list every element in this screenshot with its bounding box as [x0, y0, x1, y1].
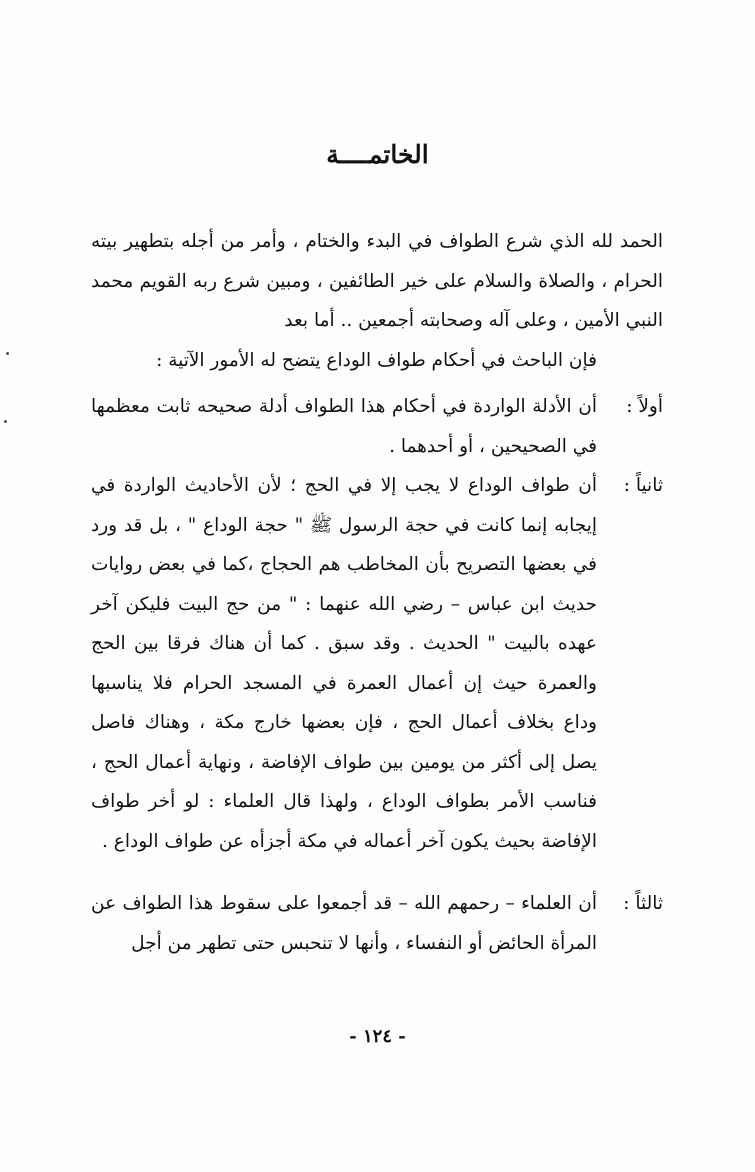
conclusion-item-first — [91, 387, 663, 466]
scan-speck — [4, 420, 7, 423]
intro-paragraph: الحمد لله الذي شرع الطواف في البدء والختام ، وأمر من أجله بتطهير بيته الحرام ، والصلاة والسلام على خير الطائفين ، ومبين شرع ربه القويم محمد النبي الأمين ، وعلى آله وصحابته أجمعين .. أما بعد — [91, 231, 663, 331]
conclusion-item-second — [91, 466, 663, 861]
page-number: - ١٢٤ - — [349, 1026, 406, 1047]
intro-lead-sentence: فإن الباحث في أحكام طواف الوداع يتضح له الأمور الآتية : — [156, 349, 597, 371]
conclusion-item-third — [91, 884, 663, 963]
scan-speck — [6, 352, 9, 355]
item-label-first: أولاً : — [626, 396, 663, 417]
intro-section — [91, 222, 663, 380]
item-label-third: ثالثاً : — [623, 893, 663, 914]
item-text-first: أن الأدلة الواردة في أحكام هذا الطواف أدلة صحيحه ثابت معظمها في الصحيحين ، أو أحدهما . — [91, 396, 597, 457]
item-text-third: أن العلماء – رحمهم الله – قد أجمعوا على سقوط هذا الطواف عن المرأة الحائض أو النفساء ، وأنها لا تنحبس حتى تطهر من أجل — [91, 893, 597, 954]
page-title: الخاتمــــة — [326, 140, 429, 169]
item-text-second: أن طواف الوداع لا يجب إلا في الحج ؛ لأن الأحاديث الواردة في إيجابه إنما كانت في حجة الرسول ﷺ " حجة الوداع " ، بل قد ورد في بعضها التصريح بأن المخاطب هم الحجاج ،كما في بعض روايات حديث ابن عباس – رضي الله عنهما : " من حج البيت فليكن آخر عهده بالبيت " الحديث . وقد سبق . كما أن هناك فرقا بين الحج والعمرة حيث إن أعمال العمرة في المسجد الحرام فلا يناسبها وداع بخلاف أعمال الحج ، فإن بعضها خارج مكة ، وهناك فاصل يصل إلى أكثر من يومين بين طواف الإفاضة ، ونهاية أعمال الحج ، فناسب الأمر بطواف الوداع ، ولهذا قال العلماء : لو أخر طواف الإفاضة بحيث يكون آخر أعماله في مكة أجزأه عن طواف الوداع . — [91, 475, 597, 852]
item-label-second: ثانياً : — [623, 475, 663, 496]
